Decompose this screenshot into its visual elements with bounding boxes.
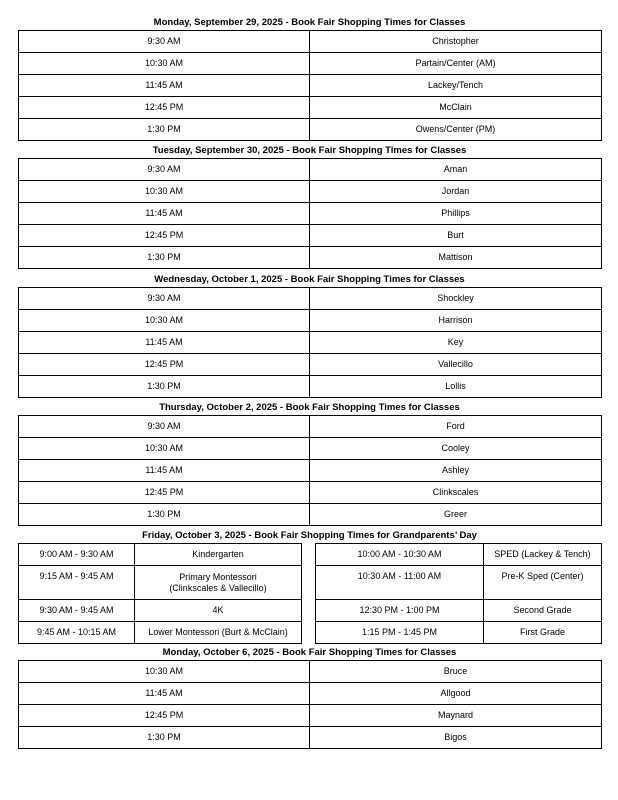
time-cell: 11:45 AM: [19, 332, 310, 354]
time-cell: 12:45 PM: [19, 482, 310, 504]
time-cell: 11:45 AM: [19, 460, 310, 482]
class-cell: 4K: [135, 600, 302, 622]
class-cell: Lollis: [310, 376, 602, 398]
class-cell: Pre-K Sped (Center): [484, 566, 602, 600]
time-cell: 9:30 AM: [19, 288, 310, 310]
time-cell: 12:45 PM: [19, 97, 310, 119]
table-row: [19, 683, 602, 705]
time-cell: 12:45 PM: [19, 225, 310, 247]
time-cell: 1:30 PM: [19, 504, 310, 526]
time-cell: 9:30 AM: [19, 416, 310, 438]
table-row: [19, 438, 602, 460]
table-row: [19, 416, 602, 438]
class-cell: Phillips: [310, 203, 602, 225]
class-cell: Lower Montessori (Burt & McClain): [135, 622, 302, 644]
time-cell: 10:30 AM: [19, 310, 310, 332]
class-cell: Harrison: [310, 310, 602, 332]
time-cell: 1:30 PM: [19, 247, 310, 269]
column-gap: [302, 566, 316, 600]
day-title-monday-sep-29: Monday, September 29, 2025 - Book Fair Shopping Times for Classes: [153, 17, 466, 28]
time-cell: 11:45 AM: [19, 75, 310, 97]
class-cell: Lackey/Tench: [310, 75, 602, 97]
class-cell: Second Grade: [484, 600, 602, 622]
table-row: [19, 661, 602, 683]
time-cell: 9:30 AM: [19, 31, 310, 53]
column-gap: [302, 544, 316, 566]
class-cell: Jordan: [310, 181, 602, 203]
time-cell: 9:30 AM: [19, 159, 310, 181]
time-cell: 9:00 AM - 9:30 AM: [19, 544, 135, 566]
time-cell: 10:30 AM: [19, 661, 310, 683]
schedule-table-friday-oct-3: [18, 543, 602, 644]
class-cell: Greer: [310, 504, 602, 526]
table-row: [19, 460, 602, 482]
class-cell: Ashley: [310, 460, 602, 482]
table-row: [19, 97, 602, 119]
time-cell: 12:30 PM - 1:00 PM: [316, 600, 484, 622]
table-row: [19, 504, 602, 526]
class-cell: Bigos: [310, 727, 602, 749]
table-row: [19, 119, 602, 141]
class-cell: Clinkscales: [310, 482, 602, 504]
class-cell: SPED (Lackey & Tench): [484, 544, 602, 566]
class-cell: Maynard: [310, 705, 602, 727]
table-row: [19, 53, 602, 75]
table-row: [19, 203, 602, 225]
table-row: [19, 181, 602, 203]
day-title-wednesday-oct-1: Wednesday, October 1, 2025 - Book Fair Shopping Times for Classes: [154, 274, 465, 285]
time-cell: 10:30 AM: [19, 438, 310, 460]
class-cell: Ford: [310, 416, 602, 438]
table-row: [19, 225, 602, 247]
table-row: [19, 354, 602, 376]
time-cell: 12:45 PM: [19, 354, 310, 376]
class-cell: Christopher: [310, 31, 602, 53]
table-row: [19, 705, 602, 727]
class-cell: Vallecillo: [310, 354, 602, 376]
time-cell: 10:30 AM - 11:00 AM: [316, 566, 484, 600]
class-cell: First Grade: [484, 622, 602, 644]
time-cell: 11:45 AM: [19, 203, 310, 225]
time-cell: 10:30 AM: [19, 181, 310, 203]
class-cell: [135, 566, 302, 600]
table-row: [19, 600, 602, 622]
time-cell: 1:15 PM - 1:45 PM: [316, 622, 484, 644]
table-row: [19, 159, 602, 181]
class-cell: Owens/Center (PM): [310, 119, 602, 141]
schedule-table-thursday-oct-2: [18, 415, 602, 526]
column-gap: [302, 600, 316, 622]
table-row: [19, 622, 602, 644]
table-row: [19, 727, 602, 749]
class-cell: Allgood: [310, 683, 602, 705]
day-title-monday-oct-6: Monday, October 6, 2025 - Book Fair Shopping Times for Classes: [162, 647, 457, 658]
schedule-table-monday-sep-29: [18, 30, 602, 141]
table-row: [19, 75, 602, 97]
day-title-friday-oct-3: Friday, October 3, 2025 - Book Fair Shopping Times for Grandparents’ Day: [142, 530, 477, 541]
table-row: [19, 332, 602, 354]
table-row: [19, 31, 602, 53]
schedule-table-monday-oct-6: [18, 660, 602, 749]
day-title-thursday-oct-2: Thursday, October 2, 2025 - Book Fair Shopping Times for Classes: [159, 402, 460, 413]
time-cell: 10:00 AM - 10:30 AM: [316, 544, 484, 566]
schedule-table-tuesday-sep-30: [18, 158, 602, 269]
table-row: [19, 482, 602, 504]
table-row: [19, 544, 602, 566]
time-cell: 10:30 AM: [19, 53, 310, 75]
table-row: [19, 566, 602, 600]
class-cell: McClain: [310, 97, 602, 119]
column-gap: [302, 622, 316, 644]
class-cell: Partain/Center (AM): [310, 53, 602, 75]
time-cell: 1:30 PM: [19, 727, 310, 749]
class-line-2: (Clinkscales & Vallecillo): [169, 582, 267, 593]
class-cell: Bruce: [310, 661, 602, 683]
table-row: [19, 376, 602, 398]
class-cell: Aman: [310, 159, 602, 181]
table-row: [19, 288, 602, 310]
time-cell: 9:45 AM - 10:15 AM: [19, 622, 135, 644]
table-row: [19, 310, 602, 332]
class-cell: Burt: [310, 225, 602, 247]
time-cell: 9:15 AM - 9:45 AM: [19, 566, 135, 600]
schedule-table-wednesday-oct-1: [18, 287, 602, 398]
class-cell: Key: [310, 332, 602, 354]
class-cell: Shockley: [310, 288, 602, 310]
class-cell: Cooley: [310, 438, 602, 460]
time-cell: 12:45 PM: [19, 705, 310, 727]
time-cell: 9:30 AM - 9:45 AM: [19, 600, 135, 622]
day-title-tuesday-sep-30: Tuesday, September 30, 2025 - Book Fair Shopping Times for Classes: [152, 145, 467, 156]
time-cell: 11:45 AM: [19, 683, 310, 705]
class-cell: Kindergarten: [135, 544, 302, 566]
class-line-1: Primary Montessori: [179, 571, 257, 582]
time-cell: 1:30 PM: [19, 376, 310, 398]
time-cell: 1:30 PM: [19, 119, 310, 141]
table-row: [19, 247, 602, 269]
class-cell: Mattison: [310, 247, 602, 269]
